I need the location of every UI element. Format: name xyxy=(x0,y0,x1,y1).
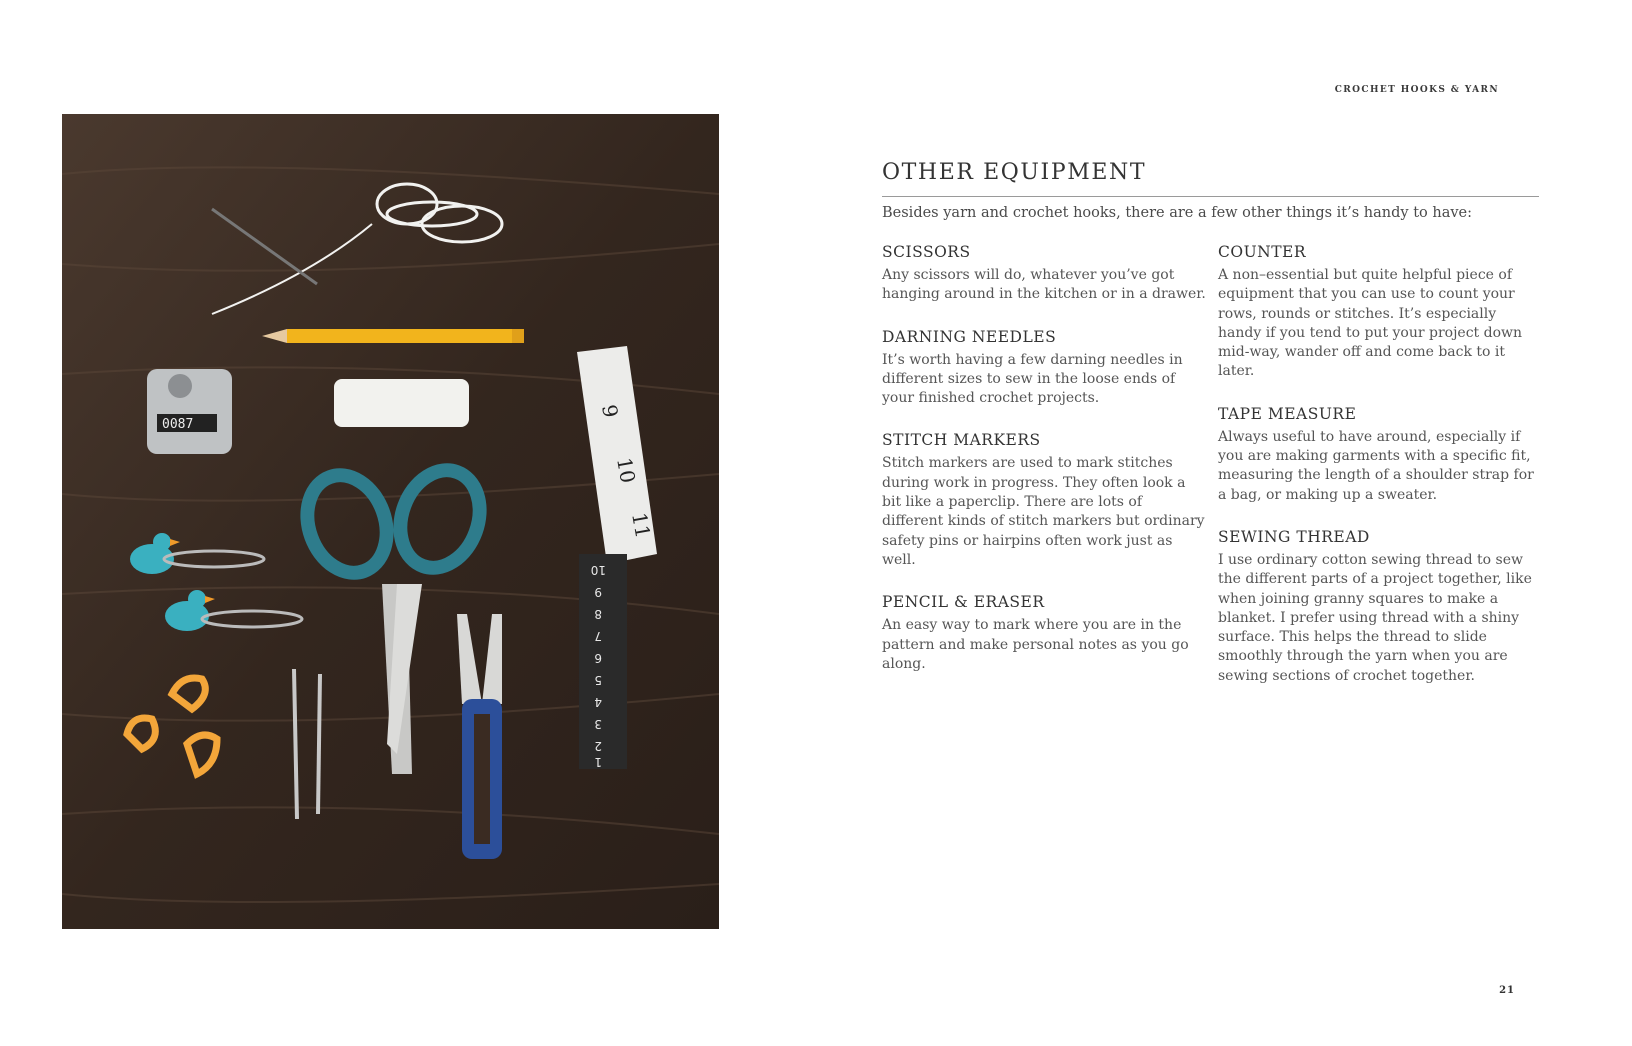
tape-mark-6: 6 xyxy=(594,651,602,665)
section-heading: PENCIL & ERASER xyxy=(882,593,1045,612)
equipment-photo xyxy=(62,114,719,929)
tape-mark-10: 10 xyxy=(590,563,606,577)
title-rule xyxy=(882,196,1539,197)
section-heading: SEWING THREAD xyxy=(1218,527,1370,546)
right-column xyxy=(1218,243,1543,709)
section-scissors xyxy=(882,243,1207,305)
section-body: Stitch markers are used to mark stitches during work in progress. They often look a bit like a paperclip. There are lots of different kinds of stitch markers but ordinary safety pins or hairpins often work just as well. xyxy=(882,455,1205,568)
tape-mark-1: 1 xyxy=(594,755,602,769)
section-heading: SCISSORS xyxy=(882,243,971,261)
section-body: A non–essential but quite helpful piece of equipment that you can use to count your rows, rounds or stitches. It’s especially handy if you tend to put your project down mid-way, wander off and come back to it later. xyxy=(1218,267,1523,380)
section-body: An easy way to mark where you are in the pattern and make personal notes as you go along. xyxy=(882,617,1189,672)
section-heading: COUNTER xyxy=(1218,243,1307,261)
running-head: CROCHET HOOKS & YARN xyxy=(1334,85,1499,95)
section-body: It’s worth having a few darning needles in different sizes to sew in the loose ends of your finished crochet projects. xyxy=(882,351,1183,407)
section-heading: DARNING NEEDLES xyxy=(882,327,1057,346)
counter-display: 0087 xyxy=(162,417,194,432)
tape-number-9: 9 xyxy=(597,402,623,420)
section-pencil-eraser xyxy=(882,593,1207,674)
section-sewing-thread xyxy=(1218,528,1543,686)
tape-mark-8: 8 xyxy=(594,607,602,621)
section-body: Always useful to have around, especially if you are making garments with a specific fit, measuring the length of a shoulder strap for a bag, or making up a sweater. xyxy=(1218,428,1534,503)
section-body: Any scissors will do, whatever you’ve got hanging around in the kitchen or in a drawer. xyxy=(882,267,1206,303)
eraser-icon xyxy=(334,379,469,427)
pencil-icon xyxy=(262,329,524,343)
tape-number-11: 11 xyxy=(627,510,656,540)
section-counter xyxy=(1218,243,1543,382)
tape-number-10: 10 xyxy=(612,455,641,485)
tape-mark-7: 7 xyxy=(594,629,602,643)
tape-mark-2: 2 xyxy=(594,739,602,753)
counter-icon xyxy=(147,369,232,454)
section-darning-needles xyxy=(882,328,1207,409)
tape-mark-3: 3 xyxy=(594,717,602,731)
section-heading: TAPE MEASURE xyxy=(1218,404,1357,423)
tape-mark-9: 9 xyxy=(594,585,602,599)
section-heading: STITCH MARKERS xyxy=(882,431,1041,450)
section-body: I use ordinary cotton sewing thread to sew the different parts of a project together, like when joining granny squares to make a blanket. I prefer using thread with a shiny surface. This helps the thread to slide smoothly through the yarn when you are sewing sections of crochet together. xyxy=(1218,551,1532,684)
section-stitch-markers xyxy=(882,431,1207,570)
tape-mark-5: 5 xyxy=(594,673,602,687)
tape-mark-4: 4 xyxy=(594,695,602,709)
page-title: OTHER EQUIPMENT xyxy=(882,160,1147,185)
section-tape-measure xyxy=(1218,405,1543,505)
page-number: 21 xyxy=(1499,985,1515,996)
left-column xyxy=(882,243,1207,697)
intro-text: Besides yarn and crochet hooks, there are a few other things it’s handy to have: xyxy=(882,205,1473,221)
